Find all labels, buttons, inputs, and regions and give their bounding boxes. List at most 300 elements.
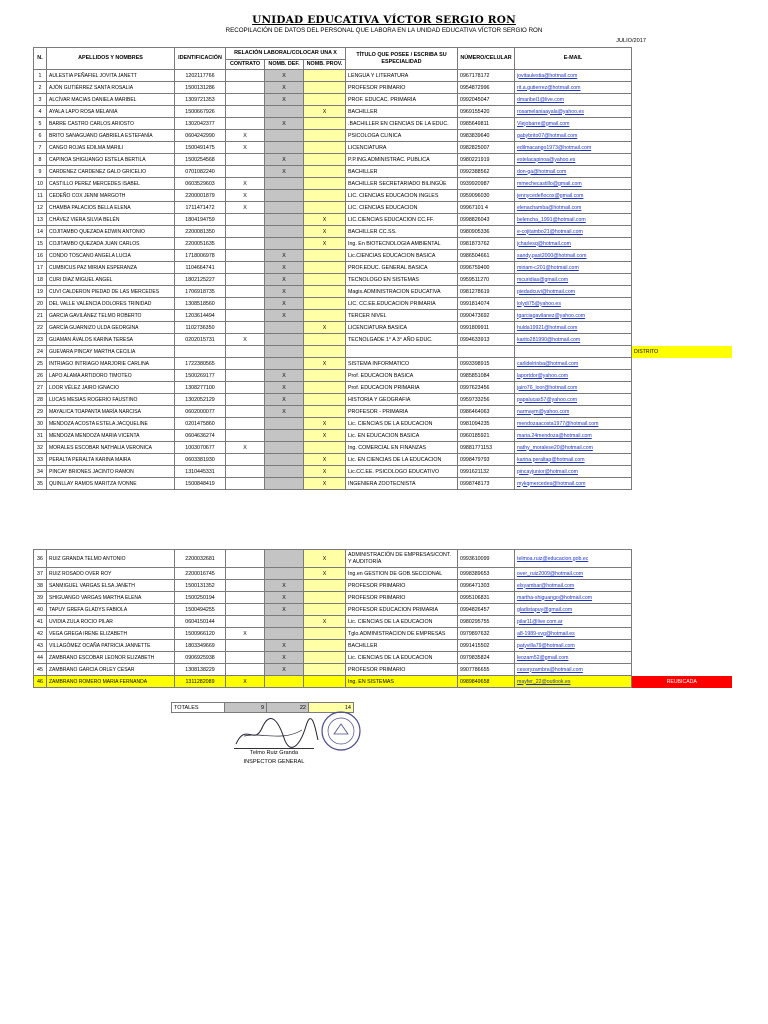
staff-phone: 0979835824 — [458, 652, 515, 664]
staff-name: ZAMBRANO GARCIA ORLEY CESAR — [47, 664, 175, 676]
signature-name: Telmo Ruiz Granda — [250, 750, 298, 756]
col-spacer — [632, 48, 732, 70]
table-row — [34, 298, 732, 310]
contrato-mark: X — [226, 628, 265, 640]
staff-email: rosamelaniaayala@yahoo.es — [515, 106, 632, 118]
contrato-mark — [226, 262, 265, 274]
staff-phone — [458, 346, 515, 358]
nomb-def-mark: X — [265, 298, 304, 310]
staff-id: 0603381930 — [175, 454, 226, 466]
contrato-mark — [226, 568, 265, 580]
table-row — [34, 334, 732, 346]
staff-phone: 0981278619 — [458, 286, 515, 298]
nomb-prov-mark — [304, 202, 346, 214]
staff-id: 1802125227 — [175, 274, 226, 286]
staff-id: 2200051635 — [175, 238, 226, 250]
table-row — [34, 250, 732, 262]
staff-title: LIC.CIENCIAS EDUCACION CC.FF. — [346, 214, 458, 226]
staff-name: CARDENEZ CARDENEZ GALO GRICELIO — [47, 166, 175, 178]
row-note — [632, 640, 732, 652]
staff-id: 1202117766 — [175, 70, 226, 82]
staff-id: 0603529603 — [175, 178, 226, 190]
nomb-prov-mark — [304, 190, 346, 202]
col-relacion: RELACIÓN LABORAL/COLOCAR UNA X — [226, 48, 346, 60]
contrato-mark — [226, 346, 265, 358]
nomb-def-mark: X — [265, 274, 304, 286]
row-number: 5 — [34, 118, 47, 130]
nomb-def-mark: X — [265, 592, 304, 604]
table-row — [34, 262, 732, 274]
staff-id: 1718006978 — [175, 250, 226, 262]
row-note — [632, 274, 732, 286]
row-number: 42 — [34, 628, 47, 640]
staff-name: QUINLLAY RAMOS MARITZA IVONNE — [47, 478, 175, 490]
contrato-mark — [226, 580, 265, 592]
staff-email: elsyambar@hotmail.com — [515, 580, 632, 592]
nomb-def-mark — [265, 466, 304, 478]
row-number: 30 — [34, 418, 47, 430]
table-row — [34, 166, 732, 178]
nomb-prov-mark — [304, 652, 346, 664]
nomb-def-mark — [265, 418, 304, 430]
nomb-def-mark — [265, 628, 304, 640]
staff-id: 1500254568 — [175, 154, 226, 166]
staff-email: sandy.past2000@hotmail.com — [515, 250, 632, 262]
nomb-def-mark — [265, 190, 304, 202]
staff-email: pincayjunior@hotmail.com — [515, 466, 632, 478]
staff-title: PROF.EDUC. GENERAL BASICA — [346, 262, 458, 274]
contrato-mark: X — [226, 676, 265, 688]
staff-title: PROF. EDUCAC. PRIMARIA — [346, 94, 458, 106]
col-n: N. — [34, 48, 47, 70]
staff-email: laportdor@yahoo.com — [515, 370, 632, 382]
staff-title: Prof. EDUCACION BASICA — [346, 370, 458, 382]
staff-title: Ing.en GESTION DE GOB.SECCIONAL — [346, 568, 458, 580]
nomb-prov-mark — [304, 286, 346, 298]
staff-id: 0701082240 — [175, 166, 226, 178]
staff-name: CUMBICUS PAZ MIRIAN ESPERANZA — [47, 262, 175, 274]
staff-name: INTRIAGO INTRIAGO MARJORIE CARLINA — [47, 358, 175, 370]
staff-title: P.P.ING.ADMINISTRAC. PUBLICA — [346, 154, 458, 166]
staff-phone: 0939920987 — [458, 178, 515, 190]
nomb-prov-mark: X — [304, 238, 346, 250]
staff-title: Ing. COMERCIAL EN FINANZAS — [346, 442, 458, 454]
staff-id: 1500131286 — [175, 82, 226, 94]
row-number: 41 — [34, 616, 47, 628]
row-number: 8 — [34, 154, 47, 166]
staff-phone: 0983839640 — [458, 130, 515, 142]
table-row — [34, 322, 732, 334]
row-note — [632, 130, 732, 142]
row-note — [632, 262, 732, 274]
staff-email: dmaribel1@live.com — [515, 94, 632, 106]
staff-name: GUEVARA PINCAY MARTHA CECILIA — [47, 346, 175, 358]
nomb-prov-mark — [304, 640, 346, 652]
staff-name: CANGO ROJAS EDILMA MARILI — [47, 142, 175, 154]
staff-phone: 0992388562 — [458, 166, 515, 178]
staff-phone: 0954872996 — [458, 82, 515, 94]
staff-title: Lic. CIENCIAS DE LA EDUCACION — [346, 652, 458, 664]
staff-name: BARRE CASTRO CARLOS ARIOSTO — [47, 118, 175, 130]
contrato-mark: X — [226, 142, 265, 154]
staff-name: CURI DIAZ MIGUEL ANGEL — [47, 274, 175, 286]
staff-name: MAYALICA TOAPANTA MARÍA NARCISA — [47, 406, 175, 418]
nomb-def-mark — [265, 130, 304, 142]
staff-phone: 0979897632 — [458, 628, 515, 640]
nomb-prov-mark — [304, 406, 346, 418]
row-note — [632, 478, 732, 490]
row-number: 6 — [34, 130, 47, 142]
table-row — [34, 580, 732, 592]
nomb-prov-mark — [304, 676, 346, 688]
staff-name: GUAMAN ÁVALOS KARINA TERESA — [47, 334, 175, 346]
staff-id: 1711471472 — [175, 202, 226, 214]
table-row — [34, 190, 732, 202]
nomb-prov-mark: X — [304, 226, 346, 238]
contrato-mark — [226, 382, 265, 394]
contrato-mark — [226, 616, 265, 628]
staff-title: Magis.ADMINISTRACION EDUCATIVA — [346, 286, 458, 298]
table-row — [34, 382, 732, 394]
staff-id: 0906925938 — [175, 652, 226, 664]
contrato-mark — [226, 322, 265, 334]
contrato-mark — [226, 94, 265, 106]
nomb-prov-mark — [304, 346, 346, 358]
row-number: 7 — [34, 142, 47, 154]
staff-id: 1308518560 — [175, 298, 226, 310]
row-number: 37 — [34, 568, 47, 580]
staff-email: karina.peraltap@hotmail.com — [515, 454, 632, 466]
nomb-def-mark — [265, 346, 304, 358]
staff-email: belencha_1991@hotmail.com — [515, 214, 632, 226]
staff-email — [515, 346, 632, 358]
staff-email: lolydi75@yahoo.es — [515, 298, 632, 310]
row-note — [632, 652, 732, 664]
nomb-def-mark — [265, 214, 304, 226]
col-contrato: CONTRATO — [226, 60, 265, 70]
staff-name: CUVI CALDERON PIEDAD DE LAS MERCEDES — [47, 286, 175, 298]
staff-title: ADMINISTRACIÓN DE EMPRESAS/CONT. Y AUDITORÍA — [346, 550, 458, 568]
totals-contrato: 9 — [225, 703, 267, 713]
nomb-prov-mark: X — [304, 418, 346, 430]
staff-title: LICENCIATURA BASICA — [346, 322, 458, 334]
table-row — [34, 442, 732, 454]
staff-id: 1302042377 — [175, 118, 226, 130]
staff-id: 1706918735 — [175, 286, 226, 298]
staff-email: jennycedeñocox@gmail.com — [515, 190, 632, 202]
staff-title: BACHILLER CC.SS. — [346, 226, 458, 238]
staff-title: LENGUA Y LITERATURA — [346, 70, 458, 82]
table-row — [34, 616, 732, 628]
table-row — [34, 202, 732, 214]
row-number: 9 — [34, 166, 47, 178]
document-date: JULIO/2017 — [616, 38, 646, 44]
contrato-mark: X — [226, 442, 265, 454]
nomb-def-mark: X — [265, 262, 304, 274]
table-row — [34, 430, 732, 442]
row-note — [632, 628, 732, 640]
staff-id: 1803349669 — [175, 640, 226, 652]
contrato-mark — [226, 652, 265, 664]
contrato-mark — [226, 664, 265, 676]
nomb-prov-mark — [304, 118, 346, 130]
staff-phone: 0998389653 — [458, 568, 515, 580]
contrato-mark — [226, 226, 265, 238]
staff-title: BACHILLER — [346, 166, 458, 178]
staff-email: mmechecastillo@gmail.com — [515, 178, 632, 190]
row-note — [632, 142, 732, 154]
row-note — [632, 238, 732, 250]
staff-phone: 0992045047 — [458, 94, 515, 106]
contrato-mark — [226, 70, 265, 82]
staff-name: PINCAY BRIONES JACINTO RAMON — [47, 466, 175, 478]
staff-name: VILLAGÓMEZ OCAÑA PATRICIA JANNETTE — [47, 640, 175, 652]
staff-title: Ing. En BIOTECNOLOGIA AMBIENTAL — [346, 238, 458, 250]
staff-name: MORALES ESCOBAR NATHALIA VERONICA — [47, 442, 175, 454]
contrato-mark — [226, 370, 265, 382]
nomb-prov-mark — [304, 442, 346, 454]
row-number: 25 — [34, 358, 47, 370]
staff-name: MENDOZA ACOSTA ESTELA JACQUELINE — [47, 418, 175, 430]
table-row — [34, 286, 732, 298]
contrato-mark — [226, 430, 265, 442]
row-note — [632, 178, 732, 190]
nomb-def-mark: X — [265, 154, 304, 166]
staff-title — [346, 346, 458, 358]
table-row — [34, 154, 732, 166]
nomb-prov-mark — [304, 334, 346, 346]
row-note — [632, 604, 732, 616]
staff-name: AJÓN GUTIÉRREZ SANTA ROSALIA — [47, 82, 175, 94]
staff-id: 0604242990 — [175, 130, 226, 142]
row-number: 40 — [34, 604, 47, 616]
nomb-def-mark — [265, 478, 304, 490]
row-note — [632, 70, 732, 82]
row-note — [632, 250, 732, 262]
contrato-mark — [226, 106, 265, 118]
staff-phone: 0991621132 — [458, 466, 515, 478]
staff-name: UVIDIA ZULA ROCIO PILAR — [47, 616, 175, 628]
table-row — [34, 454, 732, 466]
table-row — [34, 238, 732, 250]
row-note — [632, 454, 732, 466]
staff-email: patyvilla79@hotmail.com — [515, 640, 632, 652]
row-number: 1 — [34, 70, 47, 82]
contrato-mark — [226, 592, 265, 604]
staff-phone: 0980905336 — [458, 226, 515, 238]
nomb-def-mark: X — [265, 94, 304, 106]
staff-name: CHAMBA PALACIOS BELLA ELENA — [47, 202, 175, 214]
staff-email: karito281990@hotmail.com — [515, 334, 632, 346]
row-number: 36 — [34, 550, 47, 568]
staff-phone: 0969155420 — [458, 106, 515, 118]
row-note — [632, 334, 732, 346]
staff-email: jairo76_loor@hotmail.com — [515, 382, 632, 394]
table-row — [34, 82, 732, 94]
nomb-def-mark: X — [265, 394, 304, 406]
row-number: 14 — [34, 226, 47, 238]
row-number: 10 — [34, 178, 47, 190]
nomb-def-mark: X — [265, 310, 304, 322]
row-note — [632, 94, 732, 106]
row-number: 15 — [34, 238, 47, 250]
nomb-prov-mark — [304, 628, 346, 640]
contrato-mark — [226, 358, 265, 370]
row-number: 13 — [34, 214, 47, 226]
staff-title: PROFESOR EDUCACION PRIMARIA — [346, 604, 458, 616]
nomb-def-mark — [265, 238, 304, 250]
table-row — [34, 664, 732, 676]
row-number: 20 — [34, 298, 47, 310]
staff-email: a8-1989-vvg@hotmail.es — [515, 628, 632, 640]
staff-title: BACHILLER SECRETARIADO BILINGÜE — [346, 178, 458, 190]
staff-id: 0604636274 — [175, 430, 226, 442]
staff-email: mayfer_22@outlook.es — [515, 676, 632, 688]
row-note — [632, 616, 732, 628]
row-number: 12 — [34, 202, 47, 214]
staff-phone: 9907786655 — [458, 664, 515, 676]
nomb-prov-mark — [304, 142, 346, 154]
row-note: REUBICADA — [632, 676, 732, 688]
staff-phone: 0967178172 — [458, 70, 515, 82]
contrato-mark — [226, 478, 265, 490]
staff-name: TAPUY GREFA GLADYS FABIOLA — [47, 604, 175, 616]
contrato-mark: X — [226, 178, 265, 190]
signature-scribble — [232, 716, 322, 750]
nomb-def-mark: X — [265, 118, 304, 130]
nomb-def-mark — [265, 616, 304, 628]
staff-phone: 09881771153 — [458, 442, 515, 454]
staff-name: PERALTA PERALTA KARINA MAIRA — [47, 454, 175, 466]
staff-title: Lic. EN EDUCACION BASICA — [346, 430, 458, 442]
row-note — [632, 358, 732, 370]
row-note — [632, 418, 732, 430]
row-note — [632, 202, 732, 214]
contrato-mark — [226, 238, 265, 250]
nomb-def-mark: X — [265, 250, 304, 262]
staff-id: 1104664741 — [175, 262, 226, 274]
staff-name: AULESTIA PEÑAFIEL JOVITA JANETT — [47, 70, 175, 82]
nomb-prov-mark — [304, 382, 346, 394]
staff-phone: 0959733256 — [458, 394, 515, 406]
row-number: 32 — [34, 442, 47, 454]
nomb-def-mark: X — [265, 382, 304, 394]
row-note — [632, 406, 732, 418]
staff-title: TECNOLGADE 1° A 3° AÑO EDUC. — [346, 334, 458, 346]
row-number: 23 — [34, 334, 47, 346]
staff-phone: 0985851084 — [458, 370, 515, 382]
table-row — [34, 94, 732, 106]
table-row — [34, 178, 732, 190]
contrato-mark: X — [226, 334, 265, 346]
staff-email: mykqmercedes@hotmail.com — [515, 478, 632, 490]
staff-phone: 0960185921 — [458, 430, 515, 442]
contrato-mark — [226, 394, 265, 406]
staff-title: LIC. CIENCIAS EDUCACION — [346, 202, 458, 214]
staff-name: GARCIA GAVILÁNEZ TELMO ROBERTO — [47, 310, 175, 322]
staff-id: 1804194759 — [175, 214, 226, 226]
staff-phone: 0980221919 — [458, 154, 515, 166]
staff-title: Lic.CC.EE. PSICOLOGO EDUCATIVO — [346, 466, 458, 478]
table-row — [34, 142, 732, 154]
table-row — [34, 226, 732, 238]
staff-table-main — [33, 47, 732, 490]
staff-title: SISTEMA INFORMATICO — [346, 358, 458, 370]
nomb-prov-mark — [304, 130, 346, 142]
staff-phone: 0996759400 — [458, 262, 515, 274]
nomb-def-mark — [265, 178, 304, 190]
staff-phone: 0996471303 — [458, 580, 515, 592]
row-note — [632, 190, 732, 202]
staff-id: 1308277100 — [175, 382, 226, 394]
row-number: 27 — [34, 382, 47, 394]
col-def: NOMB. DEF. — [265, 60, 304, 70]
staff-name: LOOR VÉLEZ JAIRO IGNACIO — [47, 382, 175, 394]
contrato-mark — [226, 604, 265, 616]
staff-title: BACHILLER — [346, 106, 458, 118]
staff-phone: 0990473692 — [458, 310, 515, 322]
staff-phone: 0980295755 — [458, 616, 515, 628]
staff-table-second — [33, 549, 732, 688]
document-title: UNIDAD EDUCATIVA VÍCTOR SERGIO RON — [252, 14, 516, 26]
contrato-mark — [226, 406, 265, 418]
staff-title: HISTORIA Y GEOGRAFIA — [346, 394, 458, 406]
staff-phone: 0989849658 — [458, 676, 515, 688]
row-note — [632, 550, 732, 568]
table-row — [34, 478, 732, 490]
nomb-def-mark — [265, 334, 304, 346]
row-number: 2 — [34, 82, 47, 94]
table-row — [34, 358, 732, 370]
staff-name: COJITAMBO QUEZADA EDWIN ANTONIO — [47, 226, 175, 238]
staff-id — [175, 346, 226, 358]
staff-title: Lic.CIENCIAS EDUCACION BASICA — [346, 250, 458, 262]
staff-phone: 0998826043 — [458, 214, 515, 226]
nomb-prov-mark — [304, 664, 346, 676]
nomb-def-mark — [265, 142, 304, 154]
table-row — [34, 274, 732, 286]
staff-name: RUIZ ROSADO OVER ROY — [47, 568, 175, 580]
staff-email: cesoryzambra@hotmail.com — [515, 664, 632, 676]
staff-id: 1500667926 — [175, 106, 226, 118]
staff-phone: 0982825007 — [458, 142, 515, 154]
staff-name: AYALA LAPO ROSA MELANIA — [47, 106, 175, 118]
nomb-def-mark — [265, 568, 304, 580]
row-note — [632, 442, 732, 454]
row-note — [632, 466, 732, 478]
staff-title: INGENIERA ZOOTECNISTA — [346, 478, 458, 490]
nomb-prov-mark — [304, 94, 346, 106]
staff-id: 1203614494 — [175, 310, 226, 322]
staff-name: CEDEÑO COX JENNI MARGOTH — [47, 190, 175, 202]
staff-id: 1500494255 — [175, 604, 226, 616]
staff-name: ZAMBRANO ROMERO MARIA FERNANDA — [47, 676, 175, 688]
nomb-prov-mark: X — [304, 466, 346, 478]
row-note — [632, 82, 732, 94]
row-note — [632, 286, 732, 298]
table-row — [34, 676, 732, 688]
nomb-def-mark: X — [265, 640, 304, 652]
staff-id: 1500848419 — [175, 478, 226, 490]
contrato-mark: X — [226, 130, 265, 142]
row-note — [632, 568, 732, 580]
row-number: 39 — [34, 592, 47, 604]
table-row — [34, 406, 732, 418]
row-number: 4 — [34, 106, 47, 118]
staff-id: 1500250194 — [175, 592, 226, 604]
staff-id: 2200001879 — [175, 190, 226, 202]
nomb-prov-mark: X — [304, 616, 346, 628]
